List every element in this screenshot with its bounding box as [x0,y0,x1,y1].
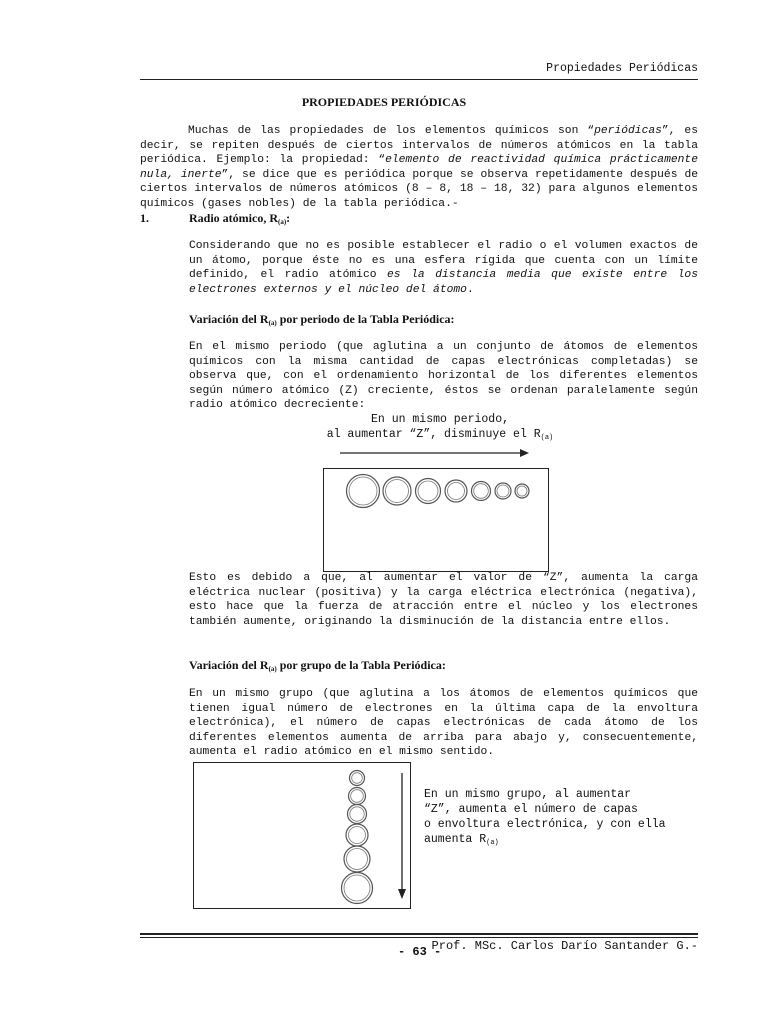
footer-rule-top [140,933,698,935]
atom-circle-inner [474,484,489,499]
atom-circle [346,824,368,846]
atom-circle [445,480,467,502]
group-diagram-box [193,762,411,909]
atom-circle [344,846,370,872]
atom-circle-inner [497,485,509,497]
group-caption: En un mismo grupo, al aumentar “Z”, aumenta el número de capas o envoltura electrónica, y con ella aumenta $R_{(a)}$ [424,788,666,847]
radius-definition: Considerando que no es posible establecer el radio o el volumen exactos de un átomo, porque éste no es una esfera rígida que cuenta con un límite definido, el radio atómico es la distancia media que existe entre los electrones externos y el núcleo del átomo. [189,240,698,296]
intro-paragraph: Muchas de las propiedades de los elementos químicos son “periódicas”, es decir, se repiten después de ciertos intervalos de números atómicos en la tabla periódica. Ejemplo: la propiedad: “elemento de reactividad química prácticamente nula, inerte”, se dice que es periódica porque se observa repetidamente después de ciertos intervalos de números atómicos (8 – 8, 18 – 18, 32) para algunos elementos químicos (gases nobles) de la tabla periódica.- [140,125,698,210]
footer-rule-bottom [140,937,698,938]
page-number: - 63 - [398,945,442,959]
atom-circle-inner [350,807,364,821]
header-rule [140,79,698,80]
period-heading: Variación del $R_{(a)}$ por periodo de la Tabla Periódica: [189,312,455,327]
period-circles [324,469,548,571]
atom-circle [347,475,380,508]
atom-circle-inner [448,483,465,500]
period-arrow [340,446,530,462]
atom-circle [342,873,373,904]
group-paragraph: En un mismo grupo (que aglutina a los átomos de elementos químicos que tienen igual número de electrones en la última capa de la envoltura electrónica), el número de capas electrónicas de cada átomo de los diferentes elementos aumenta de arriba para abajo y, consecuentemente, aumenta el radio atómico en el mismo sentido. [189,688,698,758]
atom-circle [348,805,367,824]
group-arrow-head [398,889,406,899]
running-header: Propiedades Periódicas [546,62,698,75]
atom-circle [383,477,411,505]
atom-circle [416,479,441,504]
atom-circle-inner [352,773,363,784]
atom-circle-inner [347,849,368,870]
atom-circle-inner [349,477,377,505]
atom-circle-inner [344,875,370,901]
atom-circle-inner [351,790,364,803]
page-title: PROPIEDADES PERIÓDICAS [301,95,467,109]
section-title: Radio atómico, $R_{(a)}$: [189,211,291,226]
atom-circle-inner [418,481,438,501]
period-caption: En un mismo periodo, al aumentar “Z”, disminuye el $R_{(a)}$ [326,413,554,442]
group-heading: Variación del $R_{(a)}$ por grupo de la Tabla Periódica: [189,658,446,673]
atom-circle-inner [386,480,409,503]
footer-author: Prof. MSc. Carlos Darío Santander G.- [431,939,698,953]
period-explanation: Esto es debido a que, al aumentar el valor de “Z”, aumenta la carga eléctrica nuclear (positiva) y la carga eléctrica electrónica (negativa), esto hace que la fuerza de atracción entre el núcleo y los electrones también aumente, originando la disminución de la distancia entre ellos. [189,572,698,628]
atom-circle-inner [517,486,527,496]
atom-circle-inner [349,827,366,844]
group-circles [194,763,410,908]
atom-circle [472,482,491,501]
period-paragraph: En el mismo periodo (que aglutina a un conjunto de átomos de elementos químicos con la misma cantidad de capas electrónicas completadas) se observa que, con el ordenamiento horizontal de los diferentes elementos según número atómico (Z) creciente, éstos se ordenan paralelamente según radio atómico decreciente: [189,341,698,411]
period-diagram-box [323,468,549,572]
section-number: 1. [140,211,149,225]
